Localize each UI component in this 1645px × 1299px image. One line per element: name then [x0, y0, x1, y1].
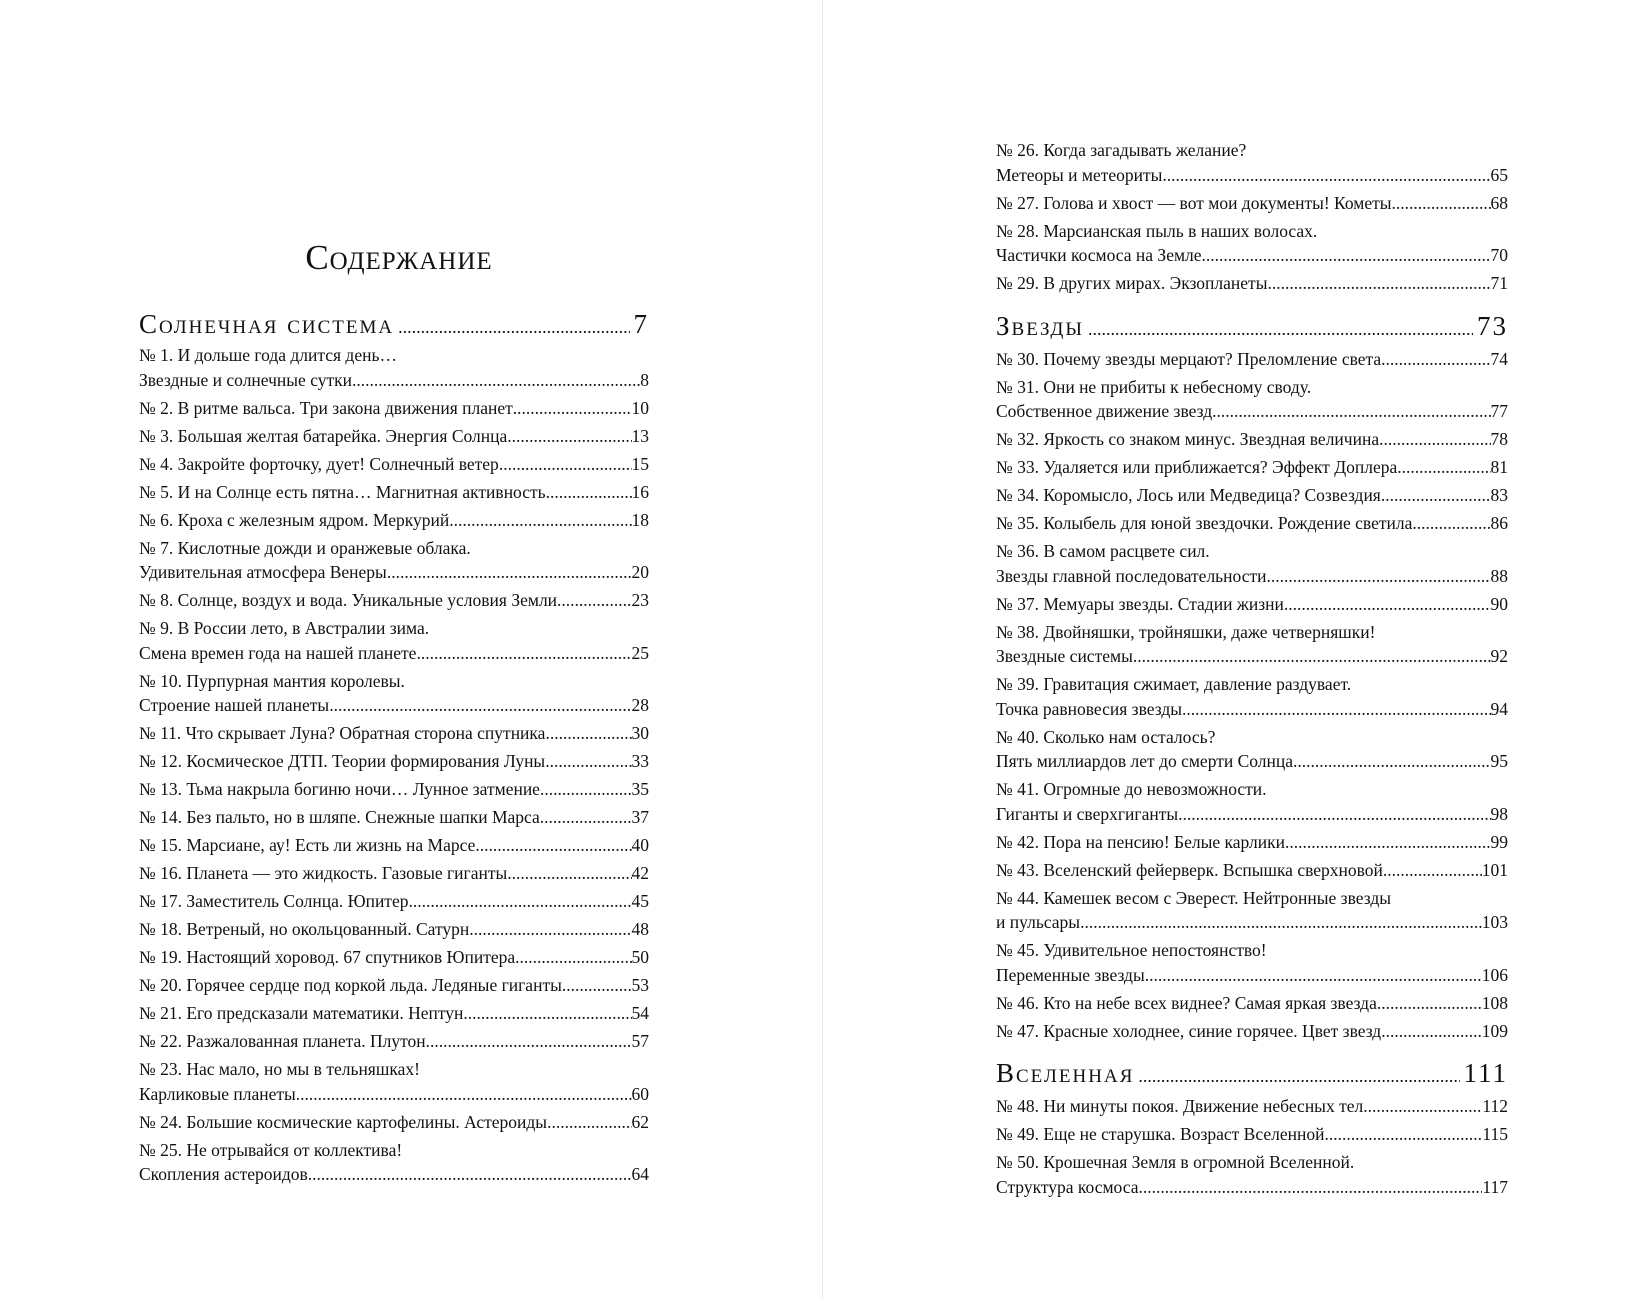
dot-leader: [352, 368, 640, 393]
entry-last-line: [996, 749, 1508, 774]
entry-page-number: 103: [1481, 912, 1508, 932]
entry-page-number: 74: [1490, 348, 1508, 369]
entry-last-line: [996, 1175, 1508, 1200]
dot-leader: [1088, 313, 1473, 345]
entry-title-line: Метеоры и метеориты: [996, 164, 1163, 185]
entry-last-line: [996, 455, 1508, 480]
entry-page-number: 92: [1490, 646, 1508, 666]
toc-entry[interactable]: [139, 508, 649, 533]
dot-leader: [329, 693, 631, 718]
entry-last-line: [139, 368, 649, 393]
entry-last-line: [996, 644, 1508, 669]
entry-title-line: № 31. Они не прибиты к небесному своду.: [996, 376, 1312, 397]
dot-leader: [398, 311, 629, 343]
toc-entry[interactable]: [139, 480, 649, 505]
dot-leader: [296, 1082, 632, 1107]
dot-leader: [408, 889, 631, 914]
entry-title-line: № 50. Крошечная Земля в огромной Вселенной.: [996, 1152, 1355, 1172]
entry-title-line: № 32. Яркость со знаком минус. Звездная величина: [996, 429, 1380, 449]
toc-entry[interactable]: [996, 138, 1508, 187]
entry-page-number: 98: [1490, 803, 1508, 824]
entry-title-line: № 23. Нас мало, но мы в тельняшках!: [139, 1059, 420, 1079]
toc-entry[interactable]: [139, 917, 649, 942]
entry-last-line: [139, 560, 649, 585]
entry-title-line: № 12. Космическое ДТП. Теории формирования Луны: [139, 751, 546, 771]
entry-page-number: 35: [631, 779, 649, 799]
toc-entry[interactable]: [139, 805, 649, 830]
toc-entry[interactable]: [139, 777, 649, 802]
dot-leader: [1377, 991, 1482, 1016]
entry-title-line: № 39. Гравитация сжимает, давление раздувает.: [996, 674, 1352, 694]
entry-page-number: 95: [1490, 751, 1508, 771]
entry-last-line: [996, 243, 1508, 268]
toc-entry[interactable]: [996, 1094, 1508, 1119]
dot-leader: [1267, 271, 1490, 296]
toc-entry[interactable]: [139, 889, 649, 914]
entry-title-line: Частички космоса на Земле: [996, 245, 1202, 265]
entry-title-line: № 33. Удаляется или приближается? Эффект Доплера: [996, 457, 1398, 477]
entry-title-line: № 19. Настоящий хоровод. 67 спутников Юпитера: [139, 947, 516, 967]
entry-title-line: № 3. Большая желтая батарейка. Энергия Солнца: [139, 425, 508, 446]
section-page-number: 73: [1477, 310, 1508, 341]
entry-page-number: 68: [1490, 192, 1508, 213]
entry-title-line: № 18. Ветреный, но окольцованный. Сатурн: [139, 919, 470, 939]
entry-title-line: № 15. Марсиане, ау! Есть ли жизнь на Марсе: [139, 835, 476, 855]
entry-page-number: 53: [631, 975, 649, 995]
entry-page-number: 20: [631, 562, 649, 582]
entry-title-line: Смена времен года на нашей планете: [139, 642, 417, 663]
entry-last-line: [139, 1082, 649, 1107]
toc-entry[interactable]: [996, 1122, 1508, 1147]
entry-title-line: № 10. Пурпурная мантия королевы.: [139, 670, 405, 691]
entry-page-number: 18: [631, 509, 649, 530]
dot-leader: [507, 424, 631, 449]
entry-title-line: № 13. Тьма накрыла богиню ночи… Лунное затмение: [139, 779, 540, 799]
dot-leader: [1162, 163, 1490, 188]
dot-leader: [416, 641, 631, 666]
right-sections: [996, 310, 1508, 1200]
dot-leader: [449, 508, 631, 533]
toc-entry[interactable]: [996, 725, 1508, 774]
toc-entry[interactable]: [139, 452, 649, 477]
entry-page-number: 115: [1482, 1124, 1508, 1144]
toc-entry[interactable]: [139, 1001, 649, 1026]
entry-page-number: 42: [631, 863, 649, 883]
dot-leader: [557, 588, 631, 613]
dot-leader: [1397, 455, 1490, 480]
entry-title-line: № 48. Ни минуты покоя. Движение небесных тел: [996, 1096, 1364, 1116]
toc-entry[interactable]: [996, 191, 1508, 216]
entry-last-line: [139, 452, 649, 477]
toc-entry[interactable]: [139, 588, 649, 613]
entry-last-line: [139, 1162, 649, 1187]
entry-page-number: 54: [631, 1003, 649, 1023]
dot-leader: [1178, 802, 1490, 827]
entry-last-line: [996, 592, 1508, 617]
entry-last-line: [996, 1094, 1508, 1119]
section-title: Звезды: [996, 310, 1084, 341]
toc-entry[interactable]: [996, 991, 1508, 1016]
entry-last-line: [996, 564, 1508, 589]
entry-last-line: [996, 191, 1508, 216]
toc-entry[interactable]: [139, 1138, 649, 1187]
entry-title-line: № 28. Марсианская пыль в наших волосах.: [996, 220, 1318, 241]
entry-page-number: 71: [1490, 273, 1508, 293]
entry-page-number: 94: [1490, 698, 1508, 719]
toc-entry[interactable]: [996, 347, 1508, 372]
entry-title-line: № 42. Пора на пенсию! Белые карлики: [996, 831, 1285, 852]
toc-entry[interactable]: [996, 620, 1508, 669]
entry-title-line: и пульсары: [996, 912, 1081, 932]
toc-entry[interactable]: [996, 511, 1508, 536]
dot-leader: [463, 1001, 631, 1026]
entry-page-number: 30: [631, 723, 649, 743]
entry-last-line: [139, 424, 649, 449]
dot-leader: [426, 1029, 632, 1054]
entry-title-line: № 37. Мемуары звезды. Стадии жизни: [996, 593, 1284, 614]
entry-page-number: 108: [1481, 992, 1508, 1013]
entry-title-line: № 46. Кто на небе всех виднее? Самая яркая звезда: [996, 992, 1377, 1013]
entry-page-number: 78: [1490, 429, 1508, 449]
entry-last-line: [996, 271, 1508, 296]
entry-title-line: № 40. Сколько нам осталось?: [996, 726, 1216, 747]
entry-title-line: Собственное движение звезд: [996, 401, 1213, 421]
entry-page-number: 48: [631, 919, 649, 939]
dot-leader: [1212, 399, 1490, 424]
entry-page-number: 88: [1490, 565, 1508, 586]
entry-last-line: [996, 858, 1508, 883]
toc-entry[interactable]: [996, 672, 1508, 721]
dot-leader: [1363, 1094, 1482, 1119]
toc-entry[interactable]: [139, 973, 649, 998]
entry-title-line: № 49. Еще не старушка. Возраст Вселенной: [996, 1124, 1325, 1144]
dot-leader: [515, 945, 631, 970]
dot-leader: [387, 560, 632, 585]
entry-title-line: № 45. Удивительное непостоянство!: [996, 940, 1267, 960]
dot-leader: [1182, 697, 1491, 722]
entry-page-number: 28: [631, 695, 649, 715]
toc-entry[interactable]: [139, 396, 649, 421]
entry-title-line: № 17. Заместитель Солнца. Юпитер: [139, 891, 409, 911]
toc-entry[interactable]: [139, 1057, 649, 1106]
entry-page-number: 81: [1490, 457, 1508, 477]
entry-last-line: [139, 917, 649, 942]
entry-title-line: № 9. В России лето, в Австралии зима.: [139, 618, 430, 638]
entry-page-number: 15: [631, 453, 649, 474]
entry-page-number: 64: [631, 1164, 649, 1184]
entry-title-line: Точка равновесия звезды: [996, 698, 1182, 719]
dot-leader: [1324, 1122, 1482, 1147]
toc-entry[interactable]: [139, 616, 649, 665]
dot-leader: [1392, 191, 1491, 216]
entry-page-number: 86: [1490, 513, 1508, 533]
entry-page-number: 106: [1481, 964, 1508, 985]
dot-leader: [1381, 347, 1490, 372]
entry-page-number: 109: [1481, 1020, 1508, 1041]
toc-entry[interactable]: [139, 1029, 649, 1054]
dot-leader: [1285, 830, 1491, 855]
entry-title-line: № 44. Камешек весом с Эверест. Нейтронные звезды: [996, 887, 1391, 908]
toc-entry[interactable]: [139, 721, 649, 746]
dot-leader: [1133, 644, 1491, 669]
dot-leader: [1202, 243, 1491, 268]
right-page: [996, 138, 1508, 1203]
toc-entry[interactable]: [139, 861, 649, 886]
toc-entry[interactable]: [139, 749, 649, 774]
entry-title-line: № 5. И на Солнце есть пятна… Магнитная активность: [139, 481, 546, 502]
entry-title-line: № 27. Голова и хвост — вот мои документы! Кометы: [996, 192, 1392, 213]
dot-leader: [540, 805, 632, 830]
entry-page-number: 90: [1490, 593, 1508, 614]
entry-last-line: [996, 697, 1508, 722]
dot-leader: [475, 833, 631, 858]
entry-title-line: № 11. Что скрывает Луна? Обратная сторона спутника: [139, 723, 546, 743]
entry-page-number: 40: [631, 835, 649, 855]
entry-last-line: [139, 588, 649, 613]
entry-last-line: [139, 1110, 649, 1135]
toc-entry[interactable]: [139, 833, 649, 858]
entry-page-number: 57: [631, 1031, 649, 1051]
entry-last-line: [996, 483, 1508, 508]
toc-entry[interactable]: [139, 424, 649, 449]
entry-page-number: 23: [631, 590, 649, 610]
entry-page-number: 70: [1490, 245, 1508, 265]
dot-leader: [499, 452, 632, 477]
entry-last-line: [139, 833, 649, 858]
toc-entry[interactable]: [996, 375, 1508, 424]
dot-leader: [1267, 564, 1491, 589]
dot-leader: [1381, 483, 1491, 508]
dot-leader: [540, 777, 632, 802]
entry-page-number: 25: [631, 642, 649, 663]
entry-title-line: № 29. В других мирах. Экзопланеты: [996, 273, 1268, 293]
dot-leader: [1383, 858, 1482, 883]
entry-last-line: [139, 749, 649, 774]
entry-title-line: № 4. Закройте форточку, дует! Солнечный ветер: [139, 453, 499, 474]
entry-title-line: Гиганты и сверхгиганты: [996, 803, 1179, 824]
dot-leader: [1145, 963, 1482, 988]
toc-entry[interactable]: [996, 858, 1508, 883]
entry-last-line: [139, 889, 649, 914]
section-title: Вселенная: [996, 1058, 1135, 1088]
dot-leader: [1080, 910, 1482, 935]
toc-entry[interactable]: [996, 886, 1508, 935]
toc-entry[interactable]: [996, 219, 1508, 268]
section-heading: [996, 1057, 1508, 1092]
entry-title-line: № 7. Кислотные дожди и оранжевые облака.: [139, 537, 471, 558]
toc-entry[interactable]: [996, 483, 1508, 508]
entry-title-line: № 14. Без пальто, но в шляпе. Снежные шапки Марса: [139, 807, 540, 827]
entry-last-line: [996, 963, 1508, 988]
entry-title-line: Звезды главной последовательности: [996, 565, 1267, 586]
entry-last-line: [139, 693, 649, 718]
entry-title-line: № 22. Разжалованная планета. Плутон: [139, 1031, 426, 1051]
entry-page-number: 65: [1490, 164, 1508, 185]
left-sections: [139, 308, 649, 1187]
entry-last-line: [996, 802, 1508, 827]
entry-title-line: № 34. Коромысло, Лось или Медведица? Созвездия: [996, 485, 1381, 505]
entry-title-line: № 47. Красные холоднее, синие горячее. Цвет звезд: [996, 1020, 1382, 1041]
entry-title-line: № 25. Не отрывайся от коллектива!: [139, 1139, 403, 1160]
entry-page-number: 8: [640, 369, 649, 390]
toc-entry[interactable]: [996, 1150, 1508, 1199]
entry-title-line: Структура космоса: [996, 1176, 1139, 1197]
entry-page-number: 45: [631, 891, 649, 911]
dot-leader: [545, 749, 631, 774]
toc-entry[interactable]: [139, 343, 649, 392]
section-page-number: 7: [633, 309, 649, 339]
entry-page-number: 10: [631, 397, 649, 418]
entry-last-line: [139, 641, 649, 666]
toc-entry[interactable]: [996, 427, 1508, 452]
entry-last-line: [139, 861, 649, 886]
entry-title-line: Карликовые планеты: [139, 1083, 296, 1104]
entry-title-line: № 8. Солнце, воздух и вода. Уникальные условия Земли: [139, 590, 558, 610]
entry-last-line: [996, 830, 1508, 855]
dot-leader: [1284, 592, 1491, 617]
entry-last-line: [139, 777, 649, 802]
toc-entry[interactable]: [139, 945, 649, 970]
left-page: [139, 238, 649, 1190]
toc-entry[interactable]: [996, 830, 1508, 855]
entry-page-number: 62: [631, 1111, 649, 1132]
entry-last-line: [996, 991, 1508, 1016]
section-page-number: 111: [1463, 1058, 1508, 1088]
entry-title-line: № 16. Планета — это жидкость. Газовые гиганты: [139, 863, 508, 883]
entry-page-number: 112: [1482, 1096, 1508, 1116]
entry-page-number: 50: [631, 947, 649, 967]
toc-entry[interactable]: [139, 1110, 649, 1135]
dot-leader: [1379, 427, 1490, 452]
entry-page-number: 99: [1490, 831, 1508, 852]
entry-title-line: № 20. Горячее сердце под коркой льда. Ледяные гиганты: [139, 975, 562, 995]
entry-title-line: Звездные системы: [996, 646, 1133, 666]
entry-title-line: № 26. Когда загадывать желание?: [996, 140, 1247, 160]
dot-leader: [546, 480, 632, 505]
entry-title-line: Скопления астероидов: [139, 1164, 308, 1184]
entry-page-number: 117: [1482, 1176, 1508, 1197]
entry-title-line: № 6. Кроха с железным ядром. Меркурий: [139, 509, 450, 530]
entry-last-line: [139, 973, 649, 998]
toc-entry[interactable]: [996, 539, 1508, 588]
entry-last-line: [996, 1019, 1508, 1044]
dot-leader: [507, 861, 631, 886]
dot-leader: [513, 396, 632, 421]
dot-leader: [1138, 1060, 1459, 1092]
toc-entry[interactable]: [996, 938, 1508, 987]
entry-last-line: [996, 347, 1508, 372]
section-heading: [996, 310, 1508, 345]
toc-entry[interactable]: [139, 669, 649, 718]
dot-leader: [1412, 511, 1490, 536]
toc-entry[interactable]: [996, 1019, 1508, 1044]
entry-title-line: № 24. Большие космические картофелины. Астероиды: [139, 1111, 548, 1132]
dot-leader: [308, 1162, 632, 1187]
dot-leader: [545, 721, 631, 746]
entry-last-line: [996, 427, 1508, 452]
entry-title-line: № 2. В ритме вальса. Три закона движения планет: [139, 397, 513, 418]
entry-last-line: [996, 910, 1508, 935]
entry-last-line: [139, 396, 649, 421]
entry-page-number: 77: [1490, 401, 1508, 421]
toc-entry[interactable]: [996, 271, 1508, 296]
dot-leader: [562, 973, 632, 998]
section-heading: [139, 308, 649, 343]
entry-last-line: [139, 805, 649, 830]
entry-page-number: 16: [631, 481, 649, 502]
toc-entry[interactable]: [996, 455, 1508, 480]
entry-last-line: [139, 721, 649, 746]
toc-title: Содержание: [305, 238, 493, 277]
entry-page-number: 83: [1490, 485, 1508, 505]
entry-page-number: 33: [631, 751, 649, 771]
entry-title-line: № 21. Его предсказали математики. Нептун: [139, 1003, 464, 1023]
entry-page-number: 37: [631, 807, 649, 827]
toc-entry[interactable]: [139, 536, 649, 585]
page-gutter: [822, 0, 823, 1299]
toc-entry[interactable]: [996, 777, 1508, 826]
entry-last-line: [996, 511, 1508, 536]
entry-last-line: [996, 163, 1508, 188]
entry-title-line: № 1. И дольше года длится день…: [139, 345, 397, 365]
entry-page-number: 60: [631, 1083, 649, 1104]
dot-leader: [1293, 749, 1490, 774]
entry-last-line: [139, 480, 649, 505]
entry-last-line: [139, 508, 649, 533]
entry-last-line: [996, 1122, 1508, 1147]
right-intro-entries: [996, 138, 1508, 296]
entry-last-line: [139, 1001, 649, 1026]
dot-leader: [1381, 1019, 1482, 1044]
entry-title-line: № 43. Вселенский фейерверк. Вспышка сверхновой: [996, 859, 1383, 880]
entry-title-line: Строение нашей планеты: [139, 695, 330, 715]
entry-page-number: 13: [631, 425, 649, 446]
entry-title-line: № 36. В самом расцвете сил.: [996, 541, 1210, 561]
entry-page-number: 101: [1481, 859, 1508, 880]
entry-title-line: Звездные и солнечные сутки: [139, 369, 352, 390]
dot-leader: [547, 1110, 631, 1135]
entry-title-line: № 30. Почему звезды мерцают? Преломление света: [996, 348, 1382, 369]
entry-title-line: Переменные звезды: [996, 964, 1145, 985]
entry-title-line: № 35. Колыбель для юной звездочки. Рождение светила: [996, 513, 1413, 533]
entry-title-line: № 41. Огромные до невозможности.: [996, 779, 1267, 799]
entry-last-line: [996, 399, 1508, 424]
dot-leader: [1138, 1175, 1482, 1200]
toc-entry[interactable]: [996, 592, 1508, 617]
entry-title-line: Пять миллиардов лет до смерти Солнца: [996, 751, 1294, 771]
section-title: Солнечная система: [139, 309, 395, 339]
entry-last-line: [139, 1029, 649, 1054]
dot-leader: [469, 917, 631, 942]
entry-last-line: [139, 945, 649, 970]
entry-title-line: Удивительная атмосфера Венеры: [139, 562, 387, 582]
entry-title-line: № 38. Двойняшки, тройняшки, даже четверняшки!: [996, 621, 1376, 642]
